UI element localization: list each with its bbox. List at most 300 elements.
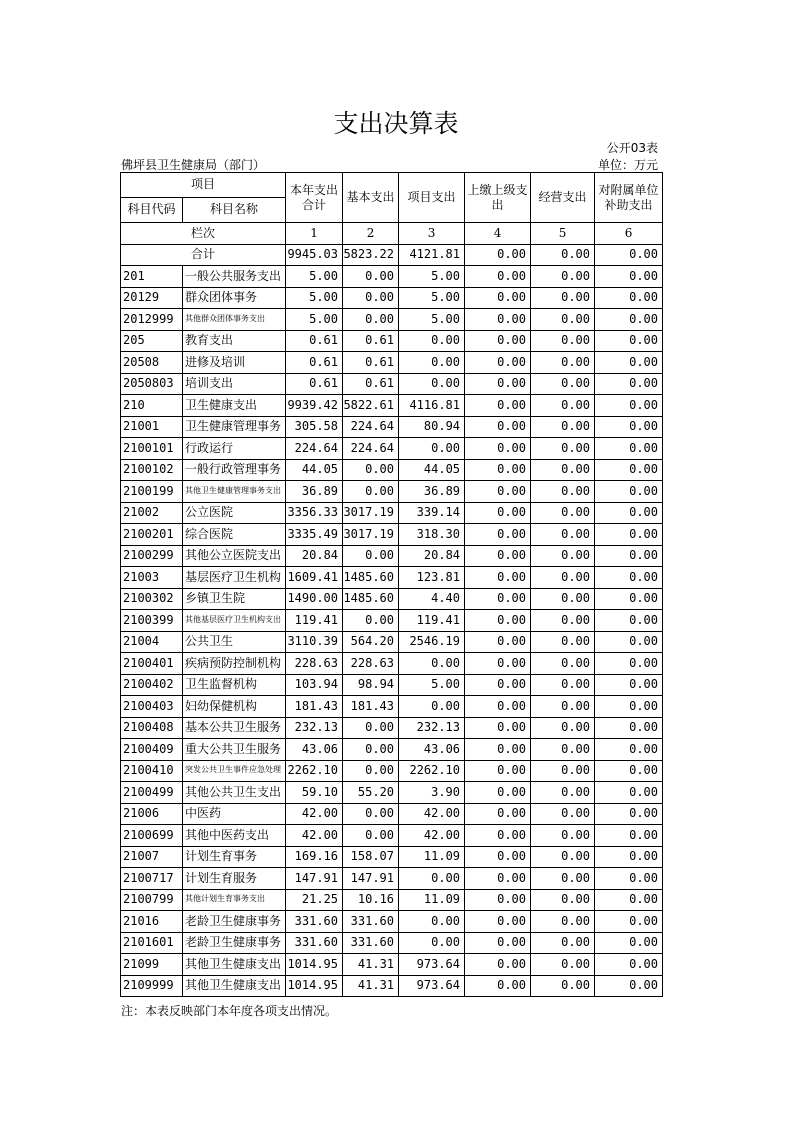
amount-cell: 0.00	[531, 653, 595, 675]
amount-cell: 42.00	[399, 803, 465, 825]
table-row	[121, 610, 663, 632]
amount-cell: 0.00	[531, 911, 595, 933]
amount-cell: 44.05	[286, 459, 343, 481]
amount-cell: 44.05	[399, 459, 465, 481]
subject-name: 其他卫生健康管理事务支出	[183, 481, 286, 503]
amount-cell: 0.00	[465, 932, 531, 954]
table-row	[121, 717, 663, 739]
amount-cell: 0.00	[531, 954, 595, 976]
amount-cell: 0.00	[531, 975, 595, 997]
amount-cell: 0.00	[465, 588, 531, 610]
total-value: 0.00	[595, 244, 663, 266]
subject-name: 综合医院	[183, 524, 286, 546]
amount-cell: 0.00	[531, 309, 595, 331]
header-subsidy: 对附属单位补助支出	[595, 173, 663, 223]
amount-cell: 224.64	[286, 438, 343, 460]
header-business: 经营支出	[531, 173, 595, 223]
amount-cell: 0.00	[465, 696, 531, 718]
amount-cell: 331.60	[343, 932, 399, 954]
amount-cell: 0.00	[595, 803, 663, 825]
amount-cell: 80.94	[399, 416, 465, 438]
total-row	[121, 244, 663, 266]
amount-cell: 0.00	[531, 588, 595, 610]
subject-code: 21099	[121, 954, 183, 976]
amount-cell: 0.00	[343, 760, 399, 782]
amount-cell: 0.00	[399, 352, 465, 374]
amount-cell: 0.00	[595, 481, 663, 503]
column-number: 6	[595, 223, 663, 245]
subject-code: 2100399	[121, 610, 183, 632]
amount-cell: 0.00	[531, 545, 595, 567]
subject-name: 其他公共卫生支出	[183, 782, 286, 804]
amount-cell: 0.00	[531, 889, 595, 911]
amount-cell: 0.00	[531, 674, 595, 696]
amount-cell: 0.00	[595, 459, 663, 481]
amount-cell: 0.00	[343, 481, 399, 503]
amount-cell: 0.00	[531, 803, 595, 825]
amount-cell: 0.00	[531, 846, 595, 868]
table-row	[121, 653, 663, 675]
amount-cell: 0.00	[595, 545, 663, 567]
amount-cell: 973.64	[399, 975, 465, 997]
column-number-row	[121, 223, 663, 245]
amount-cell: 42.00	[286, 803, 343, 825]
amount-cell: 59.10	[286, 782, 343, 804]
table-row	[121, 739, 663, 761]
amount-cell: 10.16	[343, 889, 399, 911]
amount-cell: 0.61	[343, 352, 399, 374]
subject-name: 其他卫生健康支出	[183, 954, 286, 976]
table-row	[121, 395, 663, 417]
subject-code: 20508	[121, 352, 183, 374]
amount-cell: 224.64	[343, 438, 399, 460]
amount-cell: 0.00	[595, 416, 663, 438]
subject-name: 行政运行	[183, 438, 286, 460]
table-row	[121, 502, 663, 524]
amount-cell: 1014.95	[286, 954, 343, 976]
amount-cell: 0.00	[465, 567, 531, 589]
amount-cell: 41.31	[343, 975, 399, 997]
amount-cell: 21.25	[286, 889, 343, 911]
subject-name: 基层医疗卫生机构	[183, 567, 286, 589]
amount-cell: 0.00	[343, 717, 399, 739]
amount-cell: 2546.19	[399, 631, 465, 653]
amount-cell: 0.00	[343, 459, 399, 481]
amount-cell: 0.00	[531, 610, 595, 632]
subject-code: 2100699	[121, 825, 183, 847]
amount-cell: 0.00	[595, 438, 663, 460]
amount-cell: 3335.49	[286, 524, 343, 546]
subject-code: 2100717	[121, 868, 183, 890]
amount-cell: 0.00	[465, 481, 531, 503]
amount-cell: 2262.10	[286, 760, 343, 782]
table-row	[121, 932, 663, 954]
amount-cell: 0.00	[531, 502, 595, 524]
table-row	[121, 373, 663, 395]
amount-cell: 20.84	[399, 545, 465, 567]
amount-cell: 0.00	[531, 696, 595, 718]
amount-cell: 0.00	[595, 911, 663, 933]
amount-cell: 42.00	[286, 825, 343, 847]
table-row	[121, 481, 663, 503]
subject-code: 2101601	[121, 932, 183, 954]
amount-cell: 0.00	[465, 287, 531, 309]
page-title: 支出决算表	[333, 109, 459, 138]
subject-name: 计划生育服务	[183, 868, 286, 890]
subject-code: 2109999	[121, 975, 183, 997]
amount-cell: 973.64	[399, 954, 465, 976]
amount-cell: 0.61	[286, 330, 343, 352]
amount-cell: 331.60	[286, 911, 343, 933]
subject-name: 卫生健康支出	[183, 395, 286, 417]
amount-cell: 0.00	[465, 803, 531, 825]
amount-cell: 0.00	[595, 524, 663, 546]
subject-code: 2100102	[121, 459, 183, 481]
amount-cell: 0.00	[399, 438, 465, 460]
amount-cell: 0.61	[286, 373, 343, 395]
subject-name: 其他卫生健康支出	[183, 975, 286, 997]
subject-name: 卫生监督机构	[183, 674, 286, 696]
department-label: 佛坪县卫生健康局（部门）	[121, 158, 266, 172]
amount-cell: 43.06	[286, 739, 343, 761]
amount-cell: 0.00	[465, 868, 531, 890]
amount-cell: 119.41	[399, 610, 465, 632]
amount-cell: 0.00	[595, 954, 663, 976]
amount-cell: 0.00	[531, 416, 595, 438]
amount-cell: 0.00	[343, 610, 399, 632]
subject-name: 卫生健康管理事务	[183, 416, 286, 438]
amount-cell: 0.00	[343, 825, 399, 847]
amount-cell: 43.06	[399, 739, 465, 761]
amount-cell: 0.00	[399, 696, 465, 718]
amount-cell: 0.00	[595, 610, 663, 632]
amount-cell: 0.00	[465, 889, 531, 911]
amount-cell: 0.00	[595, 567, 663, 589]
amount-cell: 0.00	[531, 481, 595, 503]
amount-cell: 5.00	[399, 266, 465, 288]
amount-cell: 4116.81	[399, 395, 465, 417]
table-row	[121, 287, 663, 309]
header-code: 科目代码	[121, 198, 183, 223]
amount-cell: 0.00	[531, 287, 595, 309]
amount-cell: 0.00	[465, 954, 531, 976]
total-value: 5823.22	[343, 244, 399, 266]
amount-cell: 0.61	[343, 373, 399, 395]
amount-cell: 0.00	[343, 545, 399, 567]
amount-cell: 55.20	[343, 782, 399, 804]
amount-cell: 3017.19	[343, 502, 399, 524]
amount-cell: 0.00	[399, 330, 465, 352]
amount-cell: 169.16	[286, 846, 343, 868]
subject-code: 2100199	[121, 481, 183, 503]
amount-cell: 0.00	[399, 911, 465, 933]
amount-cell: 1490.00	[286, 588, 343, 610]
amount-cell: 103.94	[286, 674, 343, 696]
amount-cell: 0.00	[399, 373, 465, 395]
amount-cell: 331.60	[286, 932, 343, 954]
amount-cell: 0.00	[595, 674, 663, 696]
header-name: 科目名称	[183, 198, 286, 223]
table-row	[121, 545, 663, 567]
amount-cell: 0.00	[531, 932, 595, 954]
amount-cell: 0.00	[531, 459, 595, 481]
amount-cell: 5.00	[286, 287, 343, 309]
column-number: 5	[531, 223, 595, 245]
table-row	[121, 803, 663, 825]
subject-code: 21002	[121, 502, 183, 524]
amount-cell: 0.00	[595, 782, 663, 804]
amount-cell: 158.07	[343, 846, 399, 868]
amount-cell: 0.00	[595, 352, 663, 374]
amount-cell: 0.00	[531, 524, 595, 546]
total-value: 0.00	[465, 244, 531, 266]
amount-cell: 1014.95	[286, 975, 343, 997]
amount-cell: 0.00	[465, 631, 531, 653]
subject-code: 2050803	[121, 373, 183, 395]
amount-cell: 0.00	[531, 760, 595, 782]
header-project: 项目支出	[399, 173, 465, 223]
table-note: 注：本表反映部门本年度各项支出情况。	[121, 1004, 338, 1018]
amount-cell: 0.00	[465, 266, 531, 288]
amount-cell: 119.41	[286, 610, 343, 632]
header-remit: 上缴上级支出	[465, 173, 531, 223]
amount-cell: 5.00	[286, 266, 343, 288]
amount-cell: 0.00	[343, 266, 399, 288]
amount-cell: 318.30	[399, 524, 465, 546]
amount-cell: 0.00	[465, 739, 531, 761]
amount-cell: 0.00	[343, 309, 399, 331]
subject-name: 其他中医药支出	[183, 825, 286, 847]
subject-code: 21006	[121, 803, 183, 825]
amount-cell: 0.00	[465, 975, 531, 997]
amount-cell: 0.00	[343, 739, 399, 761]
amount-cell: 228.63	[286, 653, 343, 675]
table-row	[121, 524, 663, 546]
subject-code: 201	[121, 266, 183, 288]
amount-cell: 0.00	[399, 868, 465, 890]
amount-cell: 9939.42	[286, 395, 343, 417]
amount-cell: 0.61	[343, 330, 399, 352]
amount-cell: 0.00	[465, 825, 531, 847]
amount-cell: 0.00	[531, 438, 595, 460]
amount-cell: 181.43	[286, 696, 343, 718]
amount-cell: 0.61	[286, 352, 343, 374]
subject-code: 2100408	[121, 717, 183, 739]
table-row	[121, 330, 663, 352]
subject-name: 进修及培训	[183, 352, 286, 374]
amount-cell: 5822.61	[343, 395, 399, 417]
amount-cell: 0.00	[595, 330, 663, 352]
subject-name: 培训支出	[183, 373, 286, 395]
amount-cell: 0.00	[595, 631, 663, 653]
amount-cell: 3110.39	[286, 631, 343, 653]
amount-cell: 0.00	[465, 846, 531, 868]
amount-cell: 0.00	[595, 696, 663, 718]
amount-cell: 232.13	[399, 717, 465, 739]
subject-code: 21004	[121, 631, 183, 653]
amount-cell: 20.84	[286, 545, 343, 567]
subject-name: 公立医院	[183, 502, 286, 524]
subject-name: 其他公立医院支出	[183, 545, 286, 567]
table-row	[121, 438, 663, 460]
amount-cell: 0.00	[595, 717, 663, 739]
subject-code: 2100409	[121, 739, 183, 761]
amount-cell: 1609.41	[286, 567, 343, 589]
subject-code: 2100201	[121, 524, 183, 546]
amount-cell: 5.00	[286, 309, 343, 331]
amount-cell: 98.94	[343, 674, 399, 696]
subject-name: 重大公共卫生服务	[183, 739, 286, 761]
amount-cell: 0.00	[465, 610, 531, 632]
subject-name: 计划生育事务	[183, 846, 286, 868]
amount-cell: 0.00	[595, 309, 663, 331]
subject-code: 20129	[121, 287, 183, 309]
amount-cell: 42.00	[399, 825, 465, 847]
amount-cell: 5.00	[399, 287, 465, 309]
amount-cell: 1485.60	[343, 567, 399, 589]
subject-code: 210	[121, 395, 183, 417]
subject-code: 2100401	[121, 653, 183, 675]
amount-cell: 0.00	[465, 653, 531, 675]
amount-cell: 0.00	[595, 760, 663, 782]
table-row	[121, 846, 663, 868]
amount-cell: 0.00	[531, 825, 595, 847]
header-item: 项目	[121, 173, 286, 198]
amount-cell: 147.91	[286, 868, 343, 890]
amount-cell: 0.00	[465, 438, 531, 460]
header-basic: 基本支出	[343, 173, 399, 223]
subject-name: 一般行政管理事务	[183, 459, 286, 481]
amount-cell: 0.00	[531, 717, 595, 739]
amount-cell: 0.00	[343, 287, 399, 309]
subject-code: 2100302	[121, 588, 183, 610]
amount-cell: 147.91	[343, 868, 399, 890]
subject-code: 2100403	[121, 696, 183, 718]
table-row	[121, 760, 663, 782]
amount-cell: 0.00	[531, 782, 595, 804]
subject-name: 老龄卫生健康事务	[183, 911, 286, 933]
amount-cell: 0.00	[595, 975, 663, 997]
table-row	[121, 309, 663, 331]
amount-cell: 0.00	[595, 889, 663, 911]
total-value: 4121.81	[399, 244, 465, 266]
amount-cell: 0.00	[595, 502, 663, 524]
table-row	[121, 416, 663, 438]
amount-cell: 564.20	[343, 631, 399, 653]
amount-cell: 3.90	[399, 782, 465, 804]
amount-cell: 41.31	[343, 954, 399, 976]
amount-cell: 305.58	[286, 416, 343, 438]
amount-cell: 36.89	[399, 481, 465, 503]
amount-cell: 0.00	[595, 868, 663, 890]
subject-name: 其他群众团体事务支出	[183, 309, 286, 331]
amount-cell: 0.00	[531, 266, 595, 288]
subject-code: 21001	[121, 416, 183, 438]
table-row	[121, 868, 663, 890]
table-row	[121, 825, 663, 847]
table-row	[121, 975, 663, 997]
amount-cell: 11.09	[399, 889, 465, 911]
table-row	[121, 567, 663, 589]
subject-name: 一般公共服务支出	[183, 266, 286, 288]
table-row	[121, 696, 663, 718]
header-total: 本年支出合计	[286, 173, 343, 223]
amount-cell: 0.00	[465, 416, 531, 438]
amount-cell: 0.00	[465, 459, 531, 481]
amount-cell: 2262.10	[399, 760, 465, 782]
subject-name: 其他计划生育事务支出	[183, 889, 286, 911]
amount-cell: 0.00	[595, 588, 663, 610]
subject-code: 2100101	[121, 438, 183, 460]
amount-cell: 0.00	[531, 868, 595, 890]
subject-code: 2100410	[121, 760, 183, 782]
column-number-label: 栏次	[121, 223, 286, 245]
amount-cell: 3017.19	[343, 524, 399, 546]
subject-name: 公共卫生	[183, 631, 286, 653]
amount-cell: 0.00	[595, 373, 663, 395]
subject-name: 突发公共卫生事件应急处理	[183, 760, 286, 782]
amount-cell: 0.00	[595, 739, 663, 761]
amount-cell: 0.00	[465, 782, 531, 804]
amount-cell: 0.00	[595, 825, 663, 847]
amount-cell: 339.14	[399, 502, 465, 524]
subject-code: 2100799	[121, 889, 183, 911]
amount-cell: 0.00	[595, 266, 663, 288]
total-value: 0.00	[531, 244, 595, 266]
amount-cell: 0.00	[531, 395, 595, 417]
amount-cell: 0.00	[531, 567, 595, 589]
amount-cell: 5.00	[399, 309, 465, 331]
subject-name: 妇幼保健机构	[183, 696, 286, 718]
amount-cell: 5.00	[399, 674, 465, 696]
table-row	[121, 631, 663, 653]
subject-name: 其他基层医疗卫生机构支出	[183, 610, 286, 632]
amount-cell: 0.00	[595, 932, 663, 954]
column-number: 3	[399, 223, 465, 245]
amount-cell: 4.40	[399, 588, 465, 610]
amount-cell: 232.13	[286, 717, 343, 739]
amount-cell: 0.00	[465, 502, 531, 524]
unit-label: 单位：万元	[597, 158, 658, 172]
subject-name: 基本公共卫生服务	[183, 717, 286, 739]
table-row	[121, 674, 663, 696]
amount-cell: 0.00	[465, 309, 531, 331]
amount-cell: 224.64	[343, 416, 399, 438]
amount-cell: 0.00	[531, 330, 595, 352]
amount-cell: 36.89	[286, 481, 343, 503]
column-number: 2	[343, 223, 399, 245]
subject-name: 老龄卫生健康事务	[183, 932, 286, 954]
amount-cell: 0.00	[531, 352, 595, 374]
column-number: 4	[465, 223, 531, 245]
subject-code: 2100299	[121, 545, 183, 567]
amount-cell: 181.43	[343, 696, 399, 718]
amount-cell: 0.00	[465, 674, 531, 696]
table-row	[121, 889, 663, 911]
table-row	[121, 954, 663, 976]
subject-code: 205	[121, 330, 183, 352]
table-row	[121, 911, 663, 933]
amount-cell: 0.00	[465, 760, 531, 782]
expenditure-table	[120, 172, 663, 997]
amount-cell: 1485.60	[343, 588, 399, 610]
amount-cell: 0.00	[595, 653, 663, 675]
amount-cell: 0.00	[531, 373, 595, 395]
column-number: 1	[286, 223, 343, 245]
amount-cell: 0.00	[399, 932, 465, 954]
amount-cell: 0.00	[595, 395, 663, 417]
amount-cell: 0.00	[465, 545, 531, 567]
